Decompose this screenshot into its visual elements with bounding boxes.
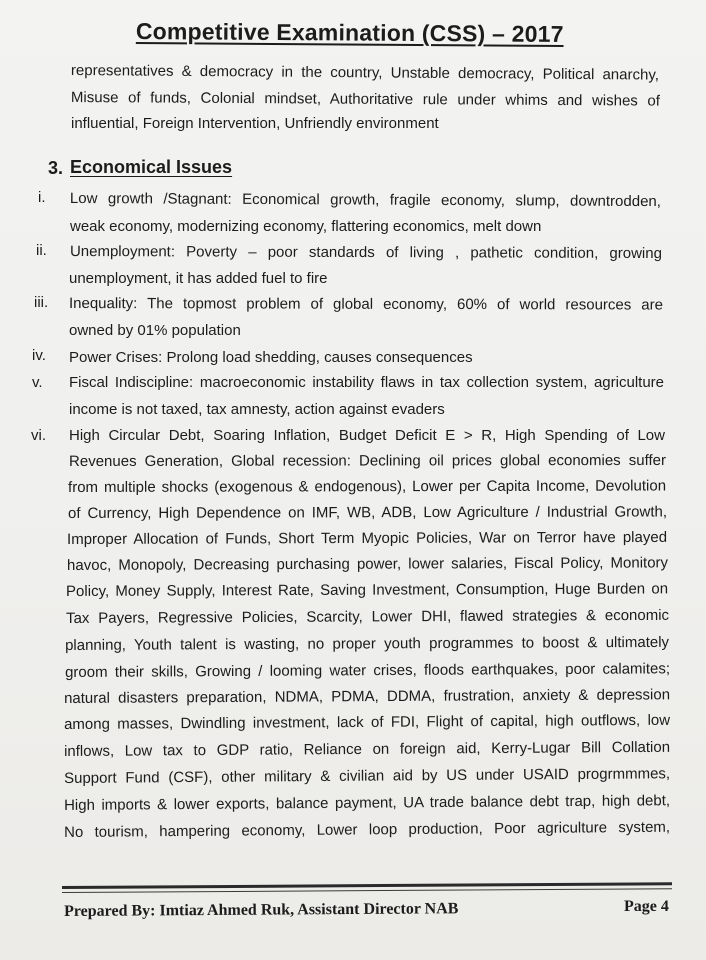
item-line: Improper Allocation of Funds, Short Term Myopic Policies, War on Terror have played xyxy=(67,528,668,548)
item-line: income is not taxed, tax amnesty, action against evaders xyxy=(69,401,445,418)
item-numeral: iii. xyxy=(34,294,49,311)
item-line: of Currency, High Dependence on IMF, WB, ADB, Low Agriculture / Industrial Growth, xyxy=(68,503,668,522)
item-line: unemployment, it has added fuel to fire xyxy=(69,270,328,287)
item-line: Support Fund (CSF), other military & civilian aid by US under USAID progrmmmes, xyxy=(64,765,671,787)
footer-divider-thin xyxy=(62,888,672,893)
item-line: from multiple shocks (exogenous & endogenous), Lower per Capita Income, Devolution xyxy=(68,477,667,496)
item-numeral: iv. xyxy=(32,347,46,364)
item-line: inflows, Low tax to GDP ratio, Reliance on foreign aid, Kerry-Lugar Bill Collation xyxy=(64,738,671,760)
item-line: Inequality: The topmost problem of global economy, 60% of world resources are xyxy=(68,295,663,314)
item-line: No tourism, hampering economy, Lower loop production, Poor agriculture system, xyxy=(64,818,671,841)
item-line: weak economy, modernizing economy, flattering economics, melt down xyxy=(70,218,542,235)
item-line: Fiscal Indiscipline: macroeconomic instability flaws in tax collection system, agriculture xyxy=(69,374,664,391)
item-line: Power Crises: Prolong load shedding, causes consequences xyxy=(69,349,473,366)
section-heading: Economical Issues xyxy=(70,157,233,177)
item-line: Unemployment: Poverty – poor standards of living , pathetic condition, growing xyxy=(69,243,662,263)
item-line: planning, Youth talent is wasting, no proper youth programmes to boost & ultimately xyxy=(65,633,670,654)
item-line: High Circular Debt, Soaring Inflation, Budget Deficit E > R, High Spending of Low xyxy=(69,427,665,444)
section-number: 3. xyxy=(48,158,64,178)
page-title: Competitive Examination (CSS) – 2017 xyxy=(135,18,564,47)
item-line: Low growth /Stagnant: Economical growth, fragile economy, slump, downtrodden, xyxy=(69,190,661,211)
item-line: Tax Payers, Regressive Policies, Scarcity, Lower DHI, flawed strategies & economic xyxy=(66,606,670,627)
intro-line: Misuse of funds, Colonial mindset, Authoritative rule under whims and wishes of xyxy=(70,89,660,110)
item-line: Revenues Generation, Global recession: Declining oil prices global economies suffer xyxy=(69,451,667,470)
item-line: havoc, Monopoly, Decreasing purchasing power, lower salaries, Fiscal Policy, Monitory xyxy=(67,554,669,574)
item-line: High imports & lower exports, balance payment, UA trade balance debt trap, high debt, xyxy=(64,792,671,814)
intro-line: influential, Foreign Intervention, Unfriendly environment xyxy=(71,115,439,132)
item-line: among masses, Dwindling investment, lack of FDI, Flight of capital, high outflows, low xyxy=(64,711,671,733)
item-line: owned by 01% population xyxy=(69,322,241,339)
intro-line: representatives & democracy in the country, Unstable democracy, Political anarchy, xyxy=(70,62,659,84)
item-line: groom their skills, Growing / looming water crises, floods earthquakes, poor calamites; xyxy=(65,660,671,681)
item-line: natural disasters preparation, NDMA, PDMA, DDMA, frustration, anxiety & depression xyxy=(64,686,671,707)
item-line: Policy, Money Supply, Interest Rate, Saving Investment, Consumption, Huge Burden on xyxy=(66,580,669,600)
footer-prepared-by: Prepared By: Imtiaz Ahmed Ruk, Assistant Director NAB xyxy=(64,900,459,920)
page-number: Page 4 xyxy=(624,898,669,915)
item-numeral: i. xyxy=(38,189,46,206)
item-numeral: v. xyxy=(32,374,43,391)
item-numeral: ii. xyxy=(36,242,47,259)
item-numeral: vi. xyxy=(31,427,46,444)
